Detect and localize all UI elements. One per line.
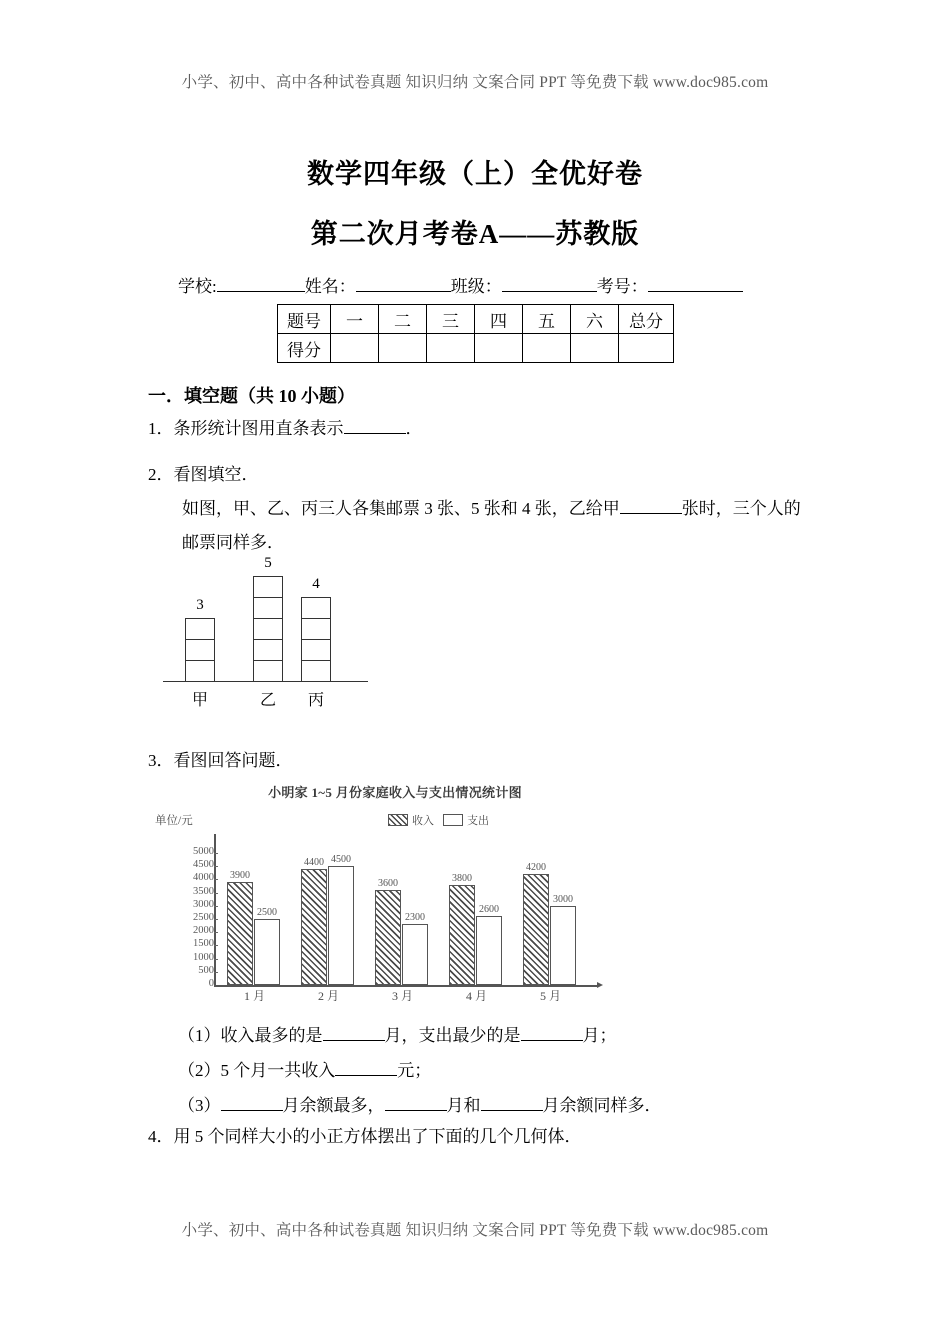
stamp-column-jia [185, 597, 215, 682]
name-input-blank[interactable] [356, 291, 451, 292]
bar-expense-month-2 [328, 854, 354, 985]
question-2-title: 看图填空． [173, 465, 259, 484]
question-1-text: 条形统计图用直条表示 [173, 419, 344, 438]
sub-3-blank-1[interactable] [221, 1110, 283, 1111]
question-4 [148, 1122, 582, 1152]
question-4-text: 用 5 个同样大小的小正方体摆出了下面的几个几何体． [173, 1127, 582, 1146]
legend-label-expense: 支出 [467, 815, 489, 827]
question-2-text-after: 张时，三个人的邮票同样多． [182, 499, 801, 552]
column-header-5: 五 [523, 305, 571, 334]
row-label-score: 得分 [278, 334, 331, 363]
score-cell-total[interactable] [619, 334, 674, 363]
stamp-count-bing: 4 [312, 576, 320, 592]
stamp-cell [253, 597, 283, 619]
bar-value-expense-1: 2500 [257, 907, 277, 918]
y-tick-mark [214, 945, 218, 946]
sub-2-text-b: 元； [397, 1061, 432, 1080]
stamp-cell [253, 639, 283, 661]
question-1-number: 1． [148, 419, 174, 438]
sub-2-text-a: （2）5 个月一共收入 [178, 1061, 336, 1080]
bar-value-expense-2: 4500 [331, 854, 351, 865]
legend-label-income: 收入 [412, 815, 434, 827]
bar-value-income-1: 3900 [230, 870, 250, 881]
bar-group-month-4 [449, 853, 511, 985]
y-tick-label: 5000 [193, 846, 214, 857]
question-2-body [182, 492, 812, 560]
question-2 [148, 460, 259, 490]
sub-1-blank-1[interactable] [323, 1040, 385, 1041]
table-row-score [278, 334, 674, 363]
bar-value-income-2: 4400 [304, 857, 324, 868]
bar-value-income-5: 4200 [526, 862, 546, 873]
question-3-number: 3． [148, 751, 174, 770]
x-tick-label-month-5: 5 月 [539, 989, 561, 1003]
x-tick-label-month-1: 1 月 [243, 989, 265, 1003]
y-tick-label: 3000 [193, 898, 214, 910]
question-3-sub-1 [178, 1018, 818, 1053]
y-tick-label: 4500 [193, 859, 214, 871]
x-tick-label-month-4: 4 月 [465, 989, 487, 1003]
bar-expense-month-5 [550, 894, 576, 985]
y-tick-mark [214, 919, 218, 920]
row-label-question-number: 题号 [278, 305, 331, 334]
stamp-cell [253, 576, 283, 598]
school-input-blank[interactable] [217, 291, 305, 292]
bar-income-month-4 [449, 873, 475, 985]
stamp-cell [301, 618, 331, 640]
bar-value-expense-4: 2600 [479, 904, 499, 915]
chart-plot-area [155, 834, 605, 1004]
stamp-cell [185, 618, 215, 640]
question-3 [148, 746, 293, 776]
stamp-label-bing: 丙 [307, 692, 324, 709]
school-label: 学校: [178, 277, 217, 296]
column-header-2: 二 [379, 305, 427, 334]
score-cell-2[interactable] [379, 334, 427, 363]
bar-income-month-3 [375, 878, 401, 985]
column-header-4: 四 [475, 305, 523, 334]
sub-3-text-c: 月和 [446, 1096, 481, 1115]
stamp-column-bing [301, 576, 331, 682]
chart-y-axis-label: 单位/元 [155, 815, 193, 827]
column-header-6: 六 [571, 305, 619, 334]
stamp-label-yi: 乙 [259, 692, 276, 709]
sub-3-text-d: 月余额同样多． [542, 1096, 662, 1115]
sub-1-blank-2[interactable] [521, 1040, 583, 1041]
score-cell-3[interactable] [427, 334, 475, 363]
stamp-label-jia: 甲 [191, 692, 208, 709]
table-row-header [278, 305, 674, 334]
stamp-column-yi [253, 555, 283, 682]
legend-item-income [388, 812, 434, 828]
y-tick-mark [214, 853, 218, 854]
column-header-1: 一 [331, 305, 379, 334]
sub-1-text-a: （1）收入最多的是 [178, 1026, 323, 1045]
stamp-cell [301, 660, 331, 682]
student-info-line [178, 272, 778, 297]
stamp-count-jia: 3 [196, 597, 204, 613]
score-cell-4[interactable] [475, 334, 523, 363]
exam-number-label: 考号： [596, 277, 648, 296]
legend-item-expense [443, 812, 489, 828]
sub-3-text-a: （3） [178, 1096, 221, 1115]
exam-number-input-blank[interactable] [648, 291, 743, 292]
stamp-bar-figure [163, 556, 393, 716]
bar-group-month-1 [227, 853, 289, 985]
chart-legend [388, 812, 489, 828]
bar-value-income-4: 3800 [452, 873, 472, 884]
class-label: 班级： [450, 277, 502, 296]
score-table [277, 304, 674, 363]
y-tick-mark [214, 906, 218, 907]
question-2-blank[interactable] [620, 513, 682, 514]
stamp-cell [253, 618, 283, 640]
x-tick-label-month-2: 2 月 [317, 989, 339, 1003]
stamp-cell [253, 660, 283, 682]
question-3-sub-2 [178, 1053, 818, 1088]
stamp-cell [185, 660, 215, 682]
bar-value-expense-3: 2300 [405, 912, 425, 923]
y-tick-mark [214, 959, 218, 960]
income-expense-chart [155, 782, 635, 1014]
bar-income-month-2 [301, 857, 327, 985]
bar-income-month-5 [523, 862, 549, 985]
name-label: 姓名： [304, 277, 356, 296]
legend-swatch-expense-icon [443, 814, 463, 826]
legend-swatch-income-icon [388, 814, 408, 826]
bar-expense-month-1 [254, 907, 280, 985]
question-3-sub-3 [178, 1088, 818, 1123]
score-cell-5[interactable] [523, 334, 571, 363]
footer-watermark: 小学、初中、高中各种试卷真题 知识归纳 文案合同 PPT 等免费下载 www.doc985.com [181, 1222, 769, 1239]
sub-2-blank-1[interactable] [335, 1075, 397, 1076]
page-subtitle: 第二次月考卷A——苏教版 [310, 219, 640, 249]
x-tick-label-month-3: 3 月 [391, 989, 413, 1003]
sub-1-text-b: 月，支出最少的是 [384, 1026, 521, 1045]
y-tick-label: 500 [198, 964, 214, 976]
y-tick-label: 3500 [193, 885, 214, 897]
sub-3-blank-3[interactable] [481, 1110, 543, 1111]
y-tick-label: 4000 [193, 872, 214, 884]
section-heading-fill-in-blank: 一．填空题（共 10 小题） [148, 386, 355, 406]
bar-group-month-3 [375, 853, 437, 985]
score-cell-1[interactable] [331, 334, 379, 363]
page-title: 数学四年级（上）全优好卷 [307, 159, 643, 189]
y-tick-label: 0 [208, 978, 214, 989]
sub-3-text-b: 月余额最多， [282, 1096, 385, 1115]
x-axis-arrow-icon [597, 982, 603, 988]
y-tick-mark [214, 932, 218, 933]
y-tick-label: 1500 [193, 938, 214, 950]
sub-1-text-c: 月； [582, 1026, 617, 1045]
header-watermark: 小学、初中、高中各种试卷真题 知识归纳 文案合同 PPT 等免费下载 www.doc985.com [181, 74, 769, 91]
question-4-number: 4． [148, 1127, 174, 1146]
chart-title: 小明家 1~5 月份家庭收入与支出情况统计图 [268, 785, 522, 800]
bar-value-expense-5: 3000 [553, 894, 573, 905]
stamp-count-yi: 5 [264, 555, 272, 571]
y-axis-line [214, 834, 216, 986]
question-1-blank[interactable] [344, 433, 406, 434]
bar-expense-month-3 [402, 912, 428, 985]
question-3-subquestions [178, 1018, 818, 1123]
question-2-number: 2． [148, 465, 174, 484]
question-1-period: ． [405, 419, 423, 438]
column-header-3: 三 [427, 305, 475, 334]
bar-group-month-2 [301, 853, 363, 985]
question-1 [148, 414, 423, 444]
bar-value-income-3: 3600 [378, 878, 398, 889]
score-cell-6[interactable] [571, 334, 619, 363]
sub-3-blank-2[interactable] [385, 1110, 447, 1111]
column-header-total: 总分 [619, 305, 674, 334]
y-tick-mark [214, 972, 218, 973]
y-tick-mark [214, 879, 218, 880]
stamp-cell [301, 639, 331, 661]
y-tick-label: 2500 [193, 912, 214, 923]
class-input-blank[interactable] [502, 291, 597, 292]
y-tick-mark [214, 866, 218, 867]
y-tick-label: 2000 [193, 925, 214, 937]
stamp-cell [301, 597, 331, 619]
y-tick-label: 1000 [193, 951, 214, 963]
stamp-cell [185, 639, 215, 661]
bar-group-month-5 [523, 853, 585, 985]
y-tick-mark [214, 893, 218, 894]
question-2-text-before: 如图，甲、乙、丙三人各集邮票 3 张、5 张和 4 张，乙给甲 [182, 499, 620, 518]
question-3-title: 看图回答问题． [173, 751, 293, 770]
bar-income-month-1 [227, 870, 253, 985]
bar-expense-month-4 [476, 904, 502, 985]
